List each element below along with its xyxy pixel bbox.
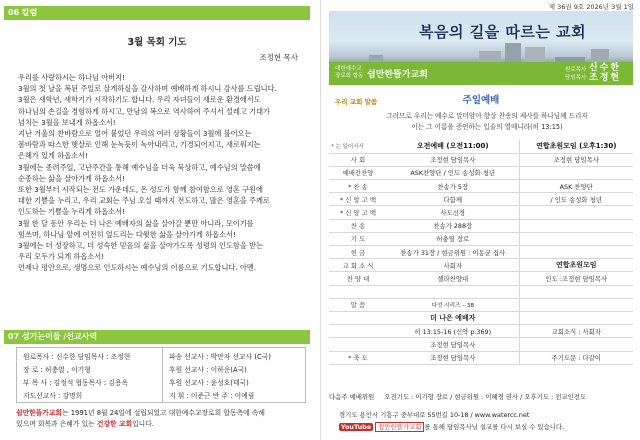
order-row — [329, 338, 633, 351]
theme-verse — [339, 111, 635, 132]
youtube-note-text: 를 통해 담임목사님 설교를 다시 보실 수 있습니다. — [424, 423, 565, 431]
prayer-line: 또한 3월부터 시작되는 전도 가운데도, 온 성도가 함께 참여함으로 영혼 구원에 — [18, 185, 263, 195]
order-morning: 사회자 — [387, 259, 519, 272]
staff-left-line: 지도선교사 : 강명희 — [23, 392, 83, 400]
order-row — [329, 166, 633, 179]
order-afternoon — [519, 338, 633, 351]
pastor-name: 신수한 — [589, 63, 622, 73]
standing-note: * 는 일어서서 — [329, 140, 387, 153]
order-morning: 찬송가 288장 — [387, 219, 519, 232]
order-row — [329, 298, 633, 311]
church-note-line2-pre: 있으며 회복과 은혜가 있는 — [16, 420, 97, 428]
order-morning: 찬송가 5장 — [387, 180, 519, 193]
prayer-line: 우리를 사랑하시는 하나님 아버지! — [18, 73, 125, 82]
order-row — [329, 325, 633, 338]
order-afternoon: 주기도문 : 다같이 — [519, 351, 633, 364]
worship-order-table — [329, 140, 633, 365]
next-week-info: 오전기도 : 이기형 장로 / 현금위원 : 이혜경 권사 / 오후기도 : 전교인전도 — [384, 393, 587, 401]
afternoon-service-header: 연합초원모임 (오후1:30) — [519, 140, 633, 153]
order-morning: 허충열 장로 — [387, 232, 519, 245]
youtube-channel[interactable]: 쉼만한뜰가교회 — [375, 422, 424, 432]
order-morning: ASK찬양단 / 인도 송성화 청년 — [387, 166, 519, 179]
prayer-line: 은혜가 있게 하옵소서! — [18, 151, 88, 161]
order-morning: 다함께 — [387, 193, 519, 206]
prayer-line: 3월 한 달 동안 우리는 더 나은 예배자의 삶을 살아갈 뿐만 아니라, 모이기를 — [18, 218, 254, 228]
staff-right-line: 후원 선교사 : 이하운(A국) — [169, 366, 247, 374]
pastor-name: 조정현 — [589, 73, 622, 83]
staff-box — [16, 347, 306, 403]
youtube-note — [339, 422, 564, 431]
order-label — [329, 285, 387, 298]
order-label: * 신 앙 고 백 — [329, 206, 387, 219]
order-row — [329, 153, 633, 166]
order-row — [329, 285, 633, 298]
order-morning: 찬송가 31장 / 현금위원 : 이동균 집사 — [387, 246, 519, 259]
prayer-line: 3월의 첫 날을 복된 주일로 살게하심을 감사하며 예배하게 하시니 감사를 드립니다. — [18, 84, 277, 94]
sermon-badge: 우리 교회 말씀 — [335, 98, 378, 106]
column-author: 조정현 목사 — [259, 53, 298, 62]
order-afternoon: 연합초원모임 — [519, 259, 633, 272]
staff-left-line: 부 목 사 : 김정석 협동목사 : 김용옥 — [23, 379, 129, 387]
worship-title: 주일예배 — [462, 95, 500, 106]
order-row — [329, 193, 633, 206]
church-note-name: 쉼만한뜰가교회 — [16, 409, 62, 417]
church-note-line2-post: 입니다. — [132, 420, 154, 428]
sermon-preacher: 조정현 담임목사 — [387, 338, 519, 351]
order-label: 예배전찬양 — [329, 166, 387, 179]
prayer-line: 지난 겨울의 찬바람으로 얼어 붙었던 우리의 여러 상황들이 3월에 불어오는 — [18, 129, 252, 139]
staff-divider — [162, 348, 163, 402]
order-label: 말 씀 — [329, 298, 387, 311]
staff-right-line: 후원 선교사 : 윤성호(태국) — [169, 379, 249, 387]
affiliation-line: 대한예수교 — [335, 66, 362, 72]
order-afternoon: / 인도 송성화 청년 — [519, 193, 633, 206]
youtube-icon: YouTube — [341, 423, 372, 431]
church-address: 경기도 용인시 기흥구 중부대로 55번길 10-18 / www.watercc.net — [339, 411, 530, 419]
church-name: 쉼만한뜰가교회 — [367, 70, 428, 80]
next-week-label: 다음주 예배위원 — [329, 393, 375, 401]
right-page — [320, 0, 640, 440]
order-afternoon — [519, 219, 633, 232]
order-afternoon — [519, 206, 633, 219]
order-label: 사 회 — [329, 153, 387, 166]
church-note — [16, 408, 314, 430]
order-morning — [387, 285, 519, 298]
order-row — [329, 180, 633, 193]
prayer-line: 봄바람과 따스한 햇살로 인해 눈녹듯이 녹아내리고, 기경되어지고, 새로워지는 — [18, 140, 261, 150]
staff-left-line: 원로목사 : 신수한 담임목사 : 조정현 — [23, 353, 131, 361]
prayer-line: 인도하는 기쁨을 누리게 하옵소서! — [18, 207, 125, 217]
column-title: 3월 목회 기도 — [127, 37, 187, 48]
order-afternoon — [519, 246, 633, 259]
sermon-title: 더 나은 예배자 — [387, 311, 519, 324]
order-label: 찬 양 대 — [329, 272, 387, 285]
order-header-row — [329, 140, 633, 153]
order-row — [329, 311, 633, 324]
order-row — [329, 206, 633, 219]
verse-line: 이는 그 이름을 증언하는 입술의 열매니라(히 13:15) — [411, 122, 563, 131]
order-row — [329, 272, 633, 285]
pastor-names — [589, 63, 621, 83]
order-row — [329, 259, 633, 272]
role-label: 원로목사 — [565, 67, 587, 73]
order-morning: 조정현 담임목사 — [387, 153, 519, 166]
order-label: 교 회 소 식 — [329, 259, 387, 272]
order-label: 찬 송 — [329, 219, 387, 232]
role-label: 담임목사 — [565, 75, 587, 81]
order-afternoon: 인도 :조정현 담임목사 — [519, 272, 633, 285]
prayer-line: 힘쓰며, 하나님 앞에 여전히 엎드리는 다윗한 삶을 살아가게 하옵소서! — [18, 229, 236, 239]
column-header: 06 칼럼 — [4, 6, 310, 20]
church-note-line1: 는 1991년 8월 24일에 설립되었고 대한예수교장로회 합동측에 속해 — [61, 409, 265, 417]
prayer-text — [18, 72, 302, 274]
order-label — [329, 338, 387, 351]
order-morning: 조정현 담임목사 — [387, 351, 519, 364]
order-morning: 다섯 시리즈 – 38 — [387, 298, 519, 311]
order-label: * 찬 송 — [329, 180, 387, 193]
order-row — [329, 219, 633, 232]
verse-line: 그러므로 우리는 예수로 말미암아 항상 찬송의 제사를 하나님께 드리자 — [386, 112, 588, 120]
order-label: 헌 금 — [329, 246, 387, 259]
order-label: * 축 도 — [329, 351, 387, 364]
order-row — [329, 246, 633, 259]
order-afternoon: ASK 찬양단 — [519, 180, 633, 193]
prayer-line: 대한 기쁨을 누리고, 우리 교회는 주님 오실 때까지 전도하고, 많은 영혼을 주께로 — [18, 196, 270, 206]
order-row — [329, 351, 633, 364]
church-motto: 복음의 길을 따르는 교회 — [419, 23, 587, 41]
church-note-highlight: 건강한 교회 — [96, 420, 133, 428]
next-week-servers — [329, 392, 633, 401]
order-afternoon: 교회소식 : 사회자 — [519, 325, 633, 338]
sermon-scripture: 히 13:15-16 (신약 p.369) — [387, 325, 519, 338]
affiliation-line: 장로회 합동 — [335, 73, 364, 79]
prayer-line: 우리 모두가 되게 하옵소서! — [18, 252, 105, 262]
staff-right-line: 파송 선교사 : 박만자 선교사 (C국) — [169, 353, 271, 361]
order-afternoon — [519, 298, 633, 311]
staff-left-line: 장 로 : 허충열 , 이기형 — [23, 366, 91, 374]
prayer-line: 3월에는 더 성장하고, 더 성숙한 믿음의 삶을 살아가도록 성령의 인도함을 받는 — [18, 241, 263, 251]
staff-right-line: 지 휘 : 이준근 반 주 : 이예림 — [169, 392, 255, 400]
order-afternoon: 조정현 담임목사 — [519, 153, 633, 166]
order-morning: 셀라찬양대 — [387, 272, 519, 285]
prayer-line: 3월은 새학년, 새학기가 시작하기도 합니다. 우리 자녀들이 새로운 환경에서도 — [18, 95, 261, 105]
prayer-line: 순종하는 삶을 살아가게 하옵소서! — [18, 173, 125, 183]
pastor-roles — [565, 66, 586, 82]
order-morning: 사도신경 — [387, 206, 519, 219]
order-label: * 신 앙 고 백 — [329, 193, 387, 206]
order-afternoon — [519, 232, 633, 245]
prayer-line: 언제나 평안으로, 생명으로 인도하시는 예수님의 이름으로 기도합니다. 아멘. — [18, 263, 257, 273]
order-afternoon — [519, 285, 633, 298]
staff-header: 07 섬기는이들 /선교사역 — [4, 330, 310, 344]
prayer-line: 넘치는 3월을 보내게 하옵소서! — [18, 117, 116, 127]
prayer-line: 3월에는 종려주일, 고난주간을 통해 예수님을 더욱 묵상하고, 예수님의 말씀에 — [18, 162, 261, 172]
order-afternoon — [519, 166, 633, 179]
order-row — [329, 232, 633, 245]
order-label: 기 도 — [329, 232, 387, 245]
prayer-line: 하나님의 손길을 경험하게 하시고, 만남의 복으로 역사하여 주셔서 설레고 기대가 — [18, 106, 270, 116]
morning-service-header: 오전예배 (오전11:00) — [387, 140, 519, 153]
order-label — [329, 311, 387, 324]
issue-info: 제 36권 9호 2026년 3월 1일 — [548, 3, 634, 11]
order-afternoon — [519, 311, 633, 324]
order-label — [329, 325, 387, 338]
church-affiliation — [335, 66, 363, 80]
